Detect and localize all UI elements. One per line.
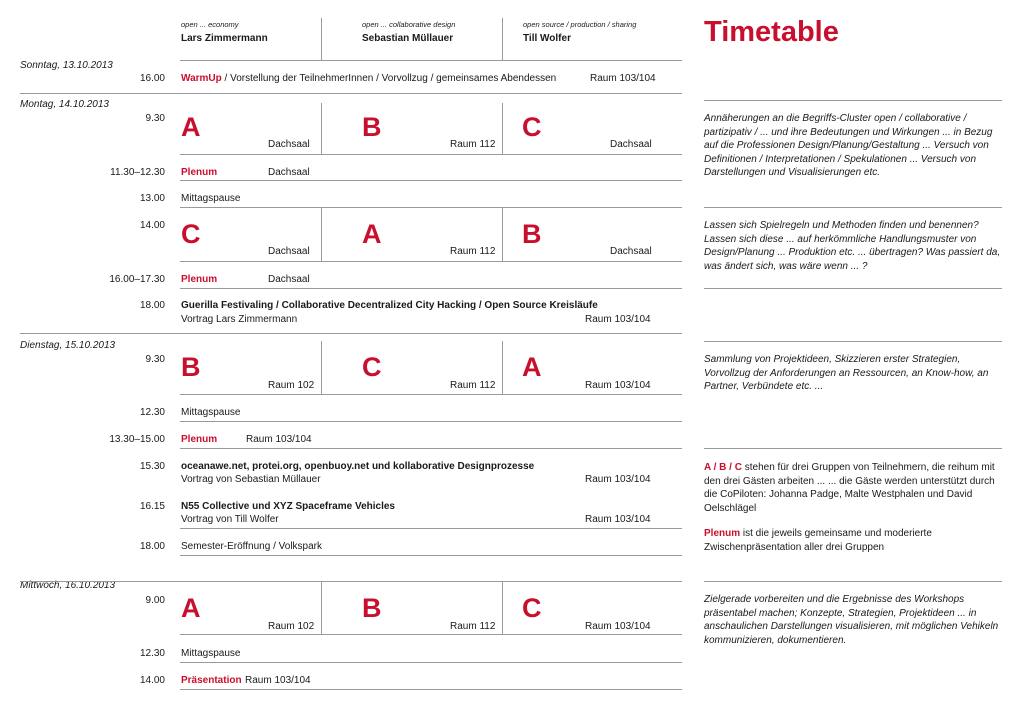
group-letter: A: [181, 112, 201, 142]
time-label: 14.00: [139, 675, 165, 686]
presentation-label: Präsentation: [181, 675, 242, 686]
lunch-label: Mittagspause: [181, 193, 241, 204]
day-rule: [20, 581, 682, 582]
legend-abc: [704, 461, 1004, 515]
header-rule: [180, 60, 682, 61]
guest-3-name: Till Wolfer: [523, 33, 571, 44]
day-label-monday: Montag, 14.10.2013: [20, 99, 109, 110]
room-label: Raum 103/104: [585, 380, 651, 391]
time-label: 13.00: [139, 193, 165, 204]
row-rule: [180, 207, 682, 208]
event-label: Semester-Eröffnung / Volkspark: [181, 541, 322, 552]
row-rule: [180, 261, 682, 262]
side-note-monday-2: Lassen sich Spielregeln und Methoden finden und benennen? Lassen sich diese ... auf herkömmliche Handlungsmuster von Design/Planung ... Produktion etc. ... übertragen? Was passiert da, was ändert sich, was wäre wenn ... ?: [704, 220, 1001, 272]
room-label: Raum 102: [268, 380, 315, 391]
side-rule: [704, 581, 1002, 582]
time-label: 16.00–17.30: [109, 274, 165, 285]
legend-abc-text: stehen für drei Gruppen von Teilnehmern, die reihum mit den drei Gästen arbeiten ... ... die Gäste werden unterstützt durch die CoPiloten: Johanna Padge, Malte Westphalen und David Oelschlägel: [704, 462, 995, 514]
day-label-sunday: Sonntag, 13.10.2013: [20, 60, 113, 71]
room-label: Raum 103/104: [585, 314, 651, 325]
time-label: 9.30: [145, 113, 165, 124]
talk-title: oceanawe.net, protei.org, openbuoy.net und kollaborative Designprozesse: [181, 461, 535, 472]
row-rule: [180, 154, 682, 155]
room-label: Raum 112: [450, 621, 496, 632]
row-rule: [180, 421, 682, 422]
warmup-label: WarmUp: [181, 73, 222, 84]
room-label: Raum 112: [450, 380, 496, 391]
legend-plenum: [704, 527, 1004, 554]
side-rule: [704, 288, 1002, 289]
room-label: Raum 103/104: [590, 73, 656, 84]
day-rule: [20, 333, 682, 334]
day-label-wednesday: Mittwoch, 16.10.2013: [20, 580, 116, 591]
room-label: Raum 112: [450, 139, 496, 150]
row-rule: [180, 634, 682, 635]
time-label: 16.15: [139, 501, 165, 512]
group-letter: A: [362, 219, 382, 249]
time-label: 15.30: [139, 461, 165, 472]
group-divider: [321, 341, 322, 394]
time-label: 18.00: [139, 300, 165, 311]
row-rule: [180, 555, 682, 556]
room-label: Dachsaal: [268, 167, 310, 178]
legend-abc-label: A / B / C: [704, 462, 742, 473]
group-letter: B: [362, 112, 382, 142]
day-label-tuesday: Dienstag, 15.10.2013: [20, 340, 116, 351]
header-divider: [321, 18, 322, 60]
room-label: Raum 103/104: [585, 621, 651, 632]
group-divider: [502, 207, 503, 261]
time-label: 12.30: [139, 648, 165, 659]
room-label: Dachsaal: [610, 246, 652, 257]
day-rule: [20, 93, 682, 94]
page-title: Timetable: [704, 16, 839, 48]
room-label: Dachsaal: [268, 246, 310, 257]
room-label: Dachsaal: [268, 139, 310, 150]
plenum-label: Plenum: [181, 274, 218, 285]
talk-speaker: Vortrag Lars Zimmermann: [181, 314, 298, 325]
side-rule: [704, 448, 1002, 449]
group-divider: [502, 581, 503, 634]
room-label: Raum 112: [450, 246, 496, 257]
side-note-wednesday-1: Zielgerade vorbereiten und die Ergebnisse des Workshops präsentabel machen; Konzepte, Strategien, Projektideen ... in anschaulichen Darstellungen visualisieren, mit möglichen Vehikeln kommunizieren, dokumentieren.: [704, 594, 999, 646]
plenum-label: Plenum: [181, 434, 218, 445]
guest-2-subtitle: open ... collaborative design: [362, 20, 456, 29]
group-letter: B: [181, 352, 201, 382]
row-rule: [180, 288, 682, 289]
room-label: Raum 103/104: [245, 675, 311, 686]
group-letter: B: [362, 593, 382, 623]
room-label: Raum 102: [268, 621, 315, 632]
group-letter: C: [181, 219, 201, 249]
time-label: 9.30: [145, 354, 165, 365]
time-label: 16.00: [139, 73, 165, 84]
guest-1-subtitle: open ... economy: [181, 20, 239, 29]
row-rule: [180, 689, 682, 690]
side-note-tuesday-1: Sammlung von Projektideen, Skizzieren erster Strategien, Vorvollzug der Anforderungen an Ressourcen, an Know-how, an Partner, Verbündete etc. ...: [704, 354, 989, 392]
group-divider: [502, 103, 503, 154]
room-label: Raum 103/104: [246, 434, 312, 445]
room-label: Raum 103/104: [585, 474, 651, 485]
warmup-text: / Vorstellung der TeilnehmerInnen / Vorvollzug / gemeinsames Abendessen: [221, 73, 557, 84]
side-note-monday-1: Annäherungen an die Begriffs-Cluster open / collaborative / partizipativ / ... und ihre Bedeutungen und Wirkungen ... in Bezug auf die Professionen Design/Planung/Gestaltung ... Versuch von Definitionen / Interpretationen / Spekulationen ... Versuch von Darstellungen und Visualisierungen etc.: [704, 113, 993, 178]
room-label: Raum 103/104: [585, 514, 651, 525]
lunch-label: Mittagspause: [181, 648, 241, 659]
lunch-label: Mittagspause: [181, 407, 241, 418]
group-divider: [502, 341, 503, 394]
group-divider: [321, 207, 322, 261]
time-label: 18.00: [139, 541, 165, 552]
talk-speaker: Vortrag von Sebastian Müllauer: [181, 474, 321, 485]
row-rule: [180, 448, 682, 449]
group-letter: C: [522, 112, 542, 142]
room-label: Dachsaal: [268, 274, 310, 285]
row-rule: [180, 528, 682, 529]
side-rule: [704, 100, 1002, 101]
legend-plenum-text: ist die jeweils gemeinsame und moderierte Zwischenpräsentation aller drei Gruppen: [704, 528, 932, 553]
guest-3-subtitle: open source / production / sharing: [523, 20, 637, 29]
group-letter: C: [362, 352, 382, 382]
row-rule: [180, 394, 682, 395]
legend-plenum-label: Plenum: [704, 528, 741, 539]
time-label: 12.30: [139, 407, 165, 418]
side-rule: [704, 207, 1002, 208]
talk-title: Guerilla Festivaling / Collaborative Decentralized City Hacking / Open Source Kreisläufe: [181, 300, 598, 311]
time-label: 9.00: [145, 595, 165, 606]
row-rule: [180, 180, 682, 181]
time-label: 14.00: [139, 220, 165, 231]
time-label: 13.30–15.00: [109, 434, 165, 445]
talk-title: N55 Collective und XYZ Spaceframe Vehicles: [181, 501, 395, 512]
group-letter: C: [522, 593, 542, 623]
group-letter: B: [522, 219, 542, 249]
guest-1-name: Lars Zimmermann: [181, 33, 268, 44]
side-rule: [704, 341, 1002, 342]
warmup-row: [181, 73, 556, 84]
room-label: Dachsaal: [610, 139, 652, 150]
guest-2-name: Sebastian Müllauer: [362, 33, 454, 44]
plenum-label: Plenum: [181, 167, 218, 178]
time-label: 11.30–12.30: [110, 167, 165, 178]
talk-speaker: Vortrag von Till Wolfer: [181, 514, 279, 525]
row-rule: [180, 662, 682, 663]
group-divider: [321, 103, 322, 154]
group-letter: A: [522, 352, 542, 382]
header-divider: [502, 18, 503, 60]
group-letter: A: [181, 593, 201, 623]
group-divider: [321, 581, 322, 634]
